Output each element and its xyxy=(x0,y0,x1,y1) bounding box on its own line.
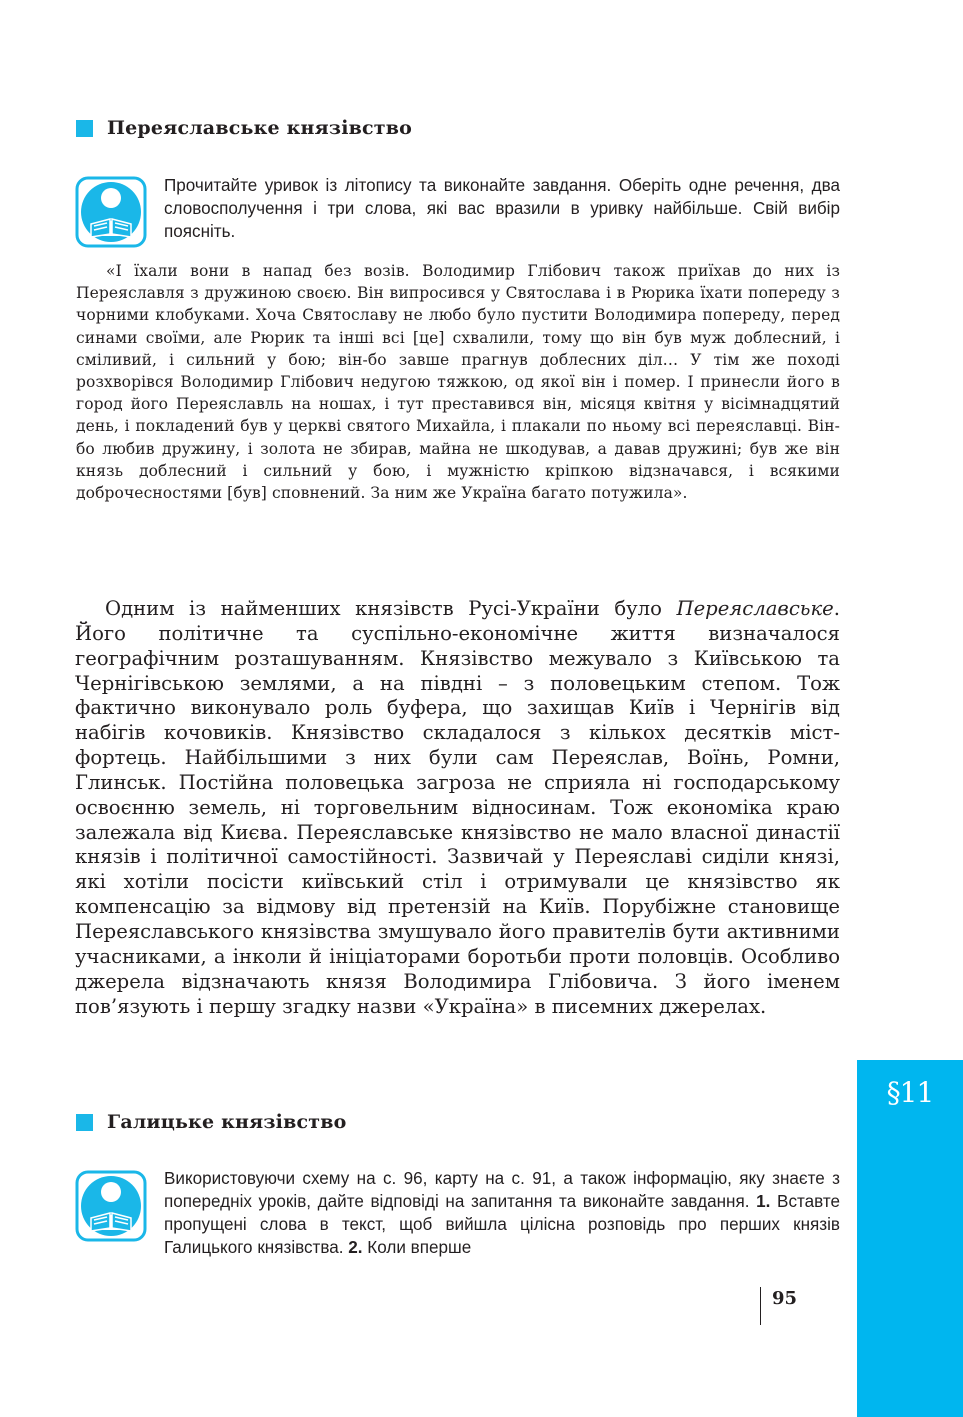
page-number: 95 xyxy=(772,1288,798,1309)
main-text-italic: Переяславське xyxy=(676,597,834,620)
task-text-1: Прочитайте уривок із літопису та виконайте завдання. Оберіть одне речення, два словосполучення і три слова, які вас вразили в уривку найбільше. Свій вибір поясніть. xyxy=(164,176,840,241)
chapter-sidebar-tab xyxy=(857,1060,963,1417)
paragraph-number-label: §11 xyxy=(886,1076,934,1109)
task2-part1: Використовуючи схему на с. 96, карту на с. 91, а також інформацію, яку знаєте з попередніх уроків, дайте відповіді на запитання та виконайте завдання. xyxy=(164,1169,840,1211)
quote-text: «І їхали вони в напад без возів. Володимир Глібович також приїхав до них із Переяславля з дружиною своєю. Він випросився у Святослава і в Рюрика їхати попереду з чорними клобуками. Хоча Святославу не любо було пустити Володимира попереду, перед синами своїми, але Рюрик та інші всі [це] схвалили, тому що він був муж доблесний, і сміливий, і сильний у бою; він-бо завше прагнув доблесних діл… У тім же поході розхворівся Володимир Глібович недугою тяжкою, од якої він і помер. І принесли його в город його Переяславль на ношах, і тут преставився він, місяця квітня у вісімнадцятий день, і покладений був у церкві святого Михайла, і плакали по ньому всі переяславці. Він-бо любив дружину, і золота не збирав, майна не шкодував, а давав дружині; був же він князь доблесний і сильний у бою, і мужністю кріпкою відзначався, і всякими доброчесностями [був] сповнений. За ним же Україна багато потужила». xyxy=(76,262,840,503)
section-heading-pereiaslav xyxy=(76,117,412,139)
main-text-start: Одним із найменших князівств Русі-України було xyxy=(105,597,677,620)
main-text-rest: . Його політичне та суспільно-економічне життя визначалося географічним розташуванням. Князівство межувало з Київською та Чернігівською землями, а на півдні – з половецьким степом. Тож фактично виконувало роль буфера, що захищав Київ і Чернігів від набігів кочовиків. Князівство складалося з кількох десятків міст-фортець. Найбільшими з них були сам Переяслав, Воїнь, Ромни, Глинськ. Постійна половецька загроза не сприяла ні господарському освоєнню земель, ні торговельним відносинам. Тож економіка краю залежала від Києва. Переяславське князівство не мало власної династії князів і політичної самостійності. Зазвичай у Переяславі сиділи князі, які хотіли посісти київський стіл і отримували це князівство як компенсацію за відмову від претензій на Київ. Порубіжне становище Переяславського князівства змушувало його правителів бути активними учасниками, а інколи й ініціаторами боротьби проти половців. Особливо джерела відзначають князя Володимира Глібовича. З його іменем пов’язують і першу згадку назви «Україна» в писемних джерелах. xyxy=(75,597,840,1018)
task2-part3: Коли вперше xyxy=(362,1238,472,1257)
reading-person-icon xyxy=(75,1170,147,1242)
task-text-2 xyxy=(164,1167,840,1259)
task2-number-1: 1. xyxy=(756,1192,771,1211)
reading-person-icon xyxy=(75,176,147,248)
task2-part2: Вставте пропущені слова в текст, щоб вийшла цілісна розповідь про перших князів Галицького князівства. xyxy=(164,1192,840,1257)
task2-number-2: 2. xyxy=(348,1238,363,1257)
section-heading-halych xyxy=(76,1111,347,1133)
page-number-divider xyxy=(760,1287,761,1325)
section-title: Переяславське князівство xyxy=(107,117,413,139)
main-paragraph xyxy=(75,597,840,1019)
section-marker-square xyxy=(76,1114,93,1131)
section-marker-square xyxy=(76,120,93,137)
section-title: Галицьке князівство xyxy=(107,1111,347,1133)
chronicle-quote xyxy=(76,260,840,504)
